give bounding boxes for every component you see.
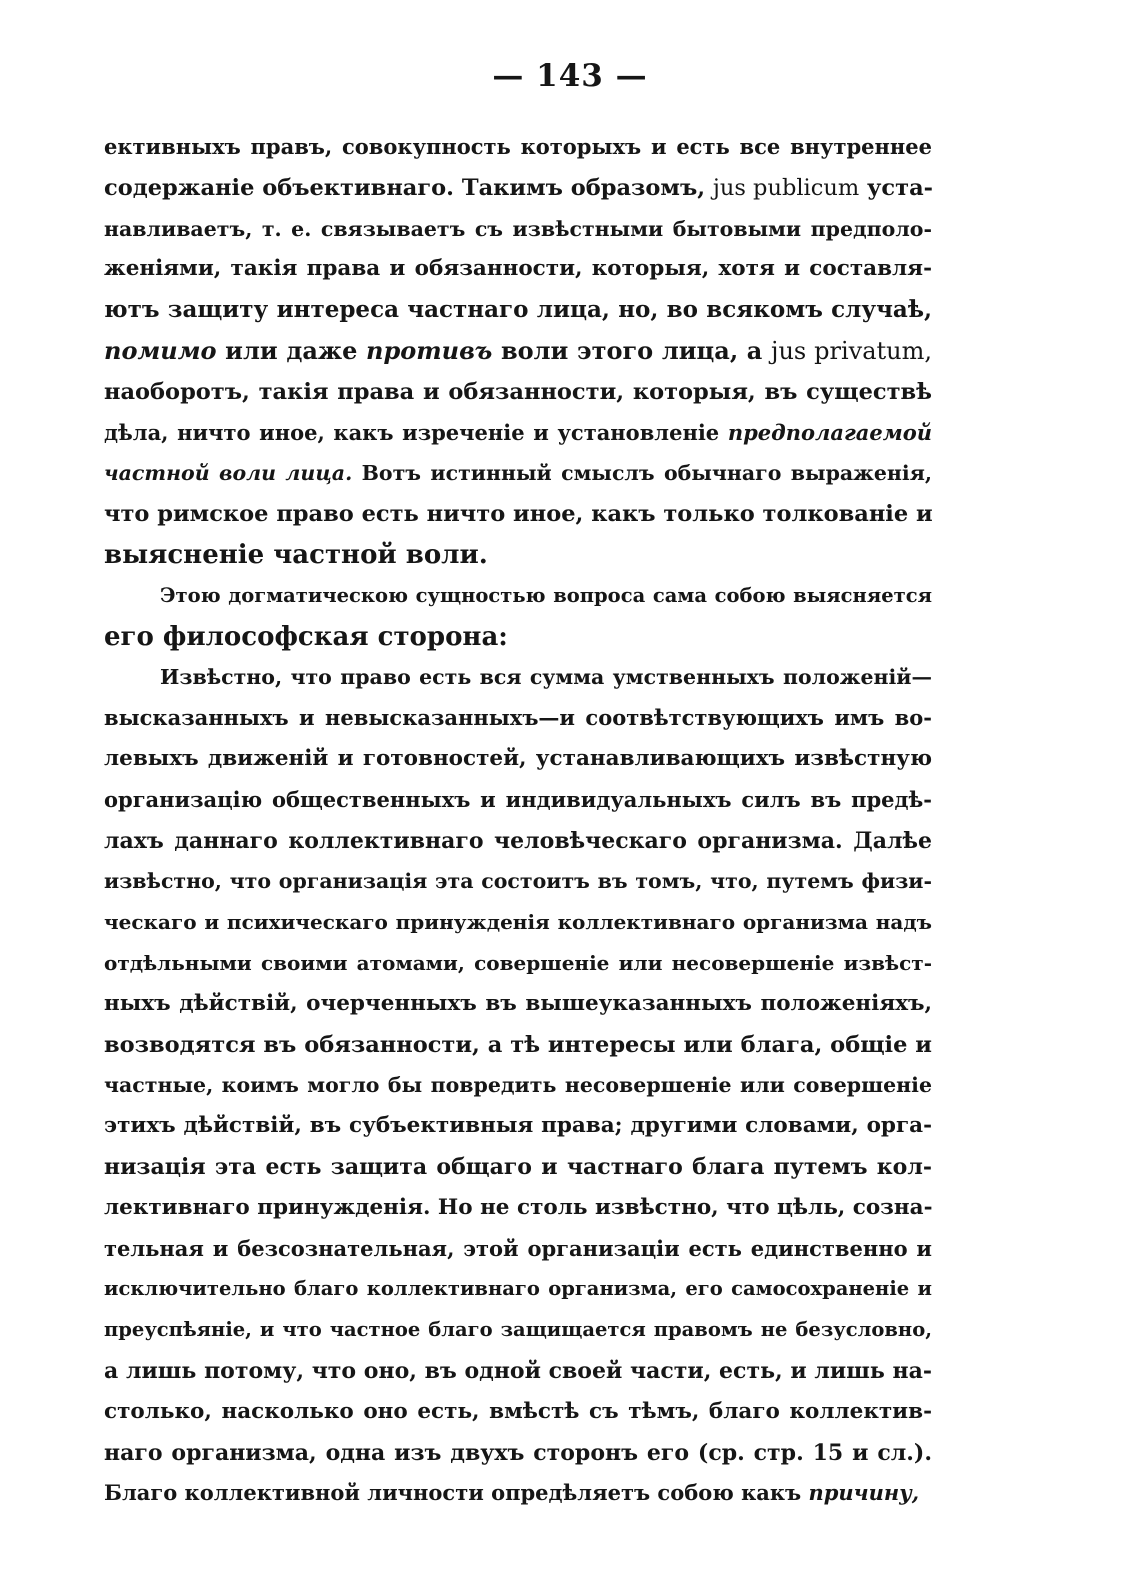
text-segment: возводятся въ обязанности, а тѣ интересы или блага, общіе и [104,1031,932,1058]
text-segment: лахъ даннаго коллективнаго человѣческаго организма. Далѣе [104,827,932,854]
text-line [104,739,932,780]
page-number: — 143 — [492,58,648,94]
text-line [104,494,932,535]
text-segment: Этою догматическою сущностью вопроса сама собою выясняется [160,583,932,607]
text-segment: наоборотъ, такія права и обязанности, которыя, въ существѣ [104,378,932,405]
text-line [104,943,932,984]
text-segment: высказанныхъ и невысказанныхъ—и соотвѣтствующихъ имъ во- [104,705,932,731]
text-line [104,617,932,658]
italic-text: противъ [366,335,493,365]
text-line [104,1065,932,1106]
text-segment: навливаетъ, т. е. связываетъ съ извѣстными бытовыми предполо- [104,216,932,241]
text-segment: ютъ защиту интереса частнаго лица, но, во всякомъ случаѣ, [104,296,932,324]
text-segment: исключительно благо коллективнаго организма, его самосохраненіе и [104,1277,932,1301]
text-segment: лективнаго принужденія. Но не столь извѣстно, что цѣль, созна- [104,1194,933,1220]
text-segment: низація эта есть защита общаго и частнаго блага путемъ кол- [104,1153,932,1180]
text-line [104,1351,932,1392]
text-line [104,1188,932,1229]
text-line [104,780,932,821]
text-line [104,576,932,617]
text-line [104,698,932,739]
text-segment: ективныхъ правъ, совокупность которыхъ и есть все внутреннее [104,134,932,159]
text-line [104,249,932,290]
text-segment: а лишь потому, что оно, въ одной своей части, есть, и лишь на- [104,1357,932,1384]
text-segment: тельная и безсознательная, этой организаціи есть единственно и [104,1235,932,1261]
text-segment: извѣстно, что организація эта состоитъ въ томъ, что, путемъ физи- [104,869,932,894]
text-segment: левыхъ движеній и готовностей, устанавливающихъ извѣстную [104,745,932,771]
text-segment: Вотъ истинный смыслъ обычнаго выраженія, [352,461,933,486]
text-segment: выясненіе частной воли. [104,539,488,570]
text-line [104,1433,932,1474]
latin-text: jus privatum, [771,336,932,365]
text-line [104,331,932,372]
latin-text: jus publicum [712,174,860,201]
body-text [104,127,932,1514]
text-line [104,372,932,413]
text-line [104,1025,932,1066]
text-line [104,535,932,576]
text-line [104,168,932,209]
text-segment: этихъ дѣйствій, въ субъективныя права; другими словами, орга- [104,1113,932,1139]
text-segment: или даже [216,335,367,365]
italic-text: предполагаемой [727,419,932,445]
text-line [104,1392,932,1433]
text-line [104,453,932,494]
text-line [104,902,932,943]
text-segment: содержаніе объективнаго. Такимъ образомъ, [104,174,713,201]
text-line [104,209,932,250]
italic-text: помимо [104,335,217,365]
text-segment: столько, насколько оно есть, вмѣстѣ съ тѣмъ, благо коллектив- [104,1398,932,1424]
text-segment: воли этого лица, а [492,335,771,365]
text-segment: Благо коллективной личности опредѣляетъ собою какъ [104,1480,809,1506]
text-line [104,1147,932,1188]
text-segment: его философская сторона: [104,621,508,652]
text-segment: ческаго и психическаго принужденія коллективнаго организма надъ [104,910,932,935]
text-segment: ныхъ дѣйствій, очерченныхъ въ вышеуказанныхъ положеніяхъ, [104,990,932,1016]
text-segment: отдѣльными своими атомами, совершеніе или несовершеніе извѣст- [104,950,932,975]
text-line [104,290,932,331]
text-segment: преуспѣяніе, и что частное благо защищается правомъ не безусловно, [104,1318,932,1342]
italic-text: частной воли лица. [104,461,353,486]
text-line [104,127,932,168]
text-segment: дѣла, ничто иное, какъ изреченіе и установленіе [104,419,728,445]
text-line [104,413,932,454]
text-line [104,1229,932,1270]
text-line [104,1106,932,1147]
text-segment: что римское право есть ничто иное, какъ только толкованіе и [104,501,933,528]
text-line [104,821,932,862]
text-line [104,861,932,902]
text-segment: организацію общественныхъ и индивидуальныхъ силъ въ предѣ- [104,786,932,812]
italic-text: причину, [808,1480,920,1506]
text-segment: частные, коимъ могло бы повредить несовершеніе или совершеніе [104,1073,932,1098]
text-segment: уста- [859,174,933,201]
text-line [104,1269,932,1310]
text-line [104,1473,932,1514]
text-line [104,657,932,698]
text-line [104,984,932,1025]
text-segment: женіями, такія права и обязанности, которыя, хотя и составля- [104,256,932,282]
text-segment: Извѣстно, что право есть вся сумма умственныхъ положеній— [160,665,932,690]
text-line [104,1310,932,1351]
text-segment: наго организма, одна изъ двухъ сторонъ его (ср. стр. 15 и сл.). [104,1439,932,1466]
